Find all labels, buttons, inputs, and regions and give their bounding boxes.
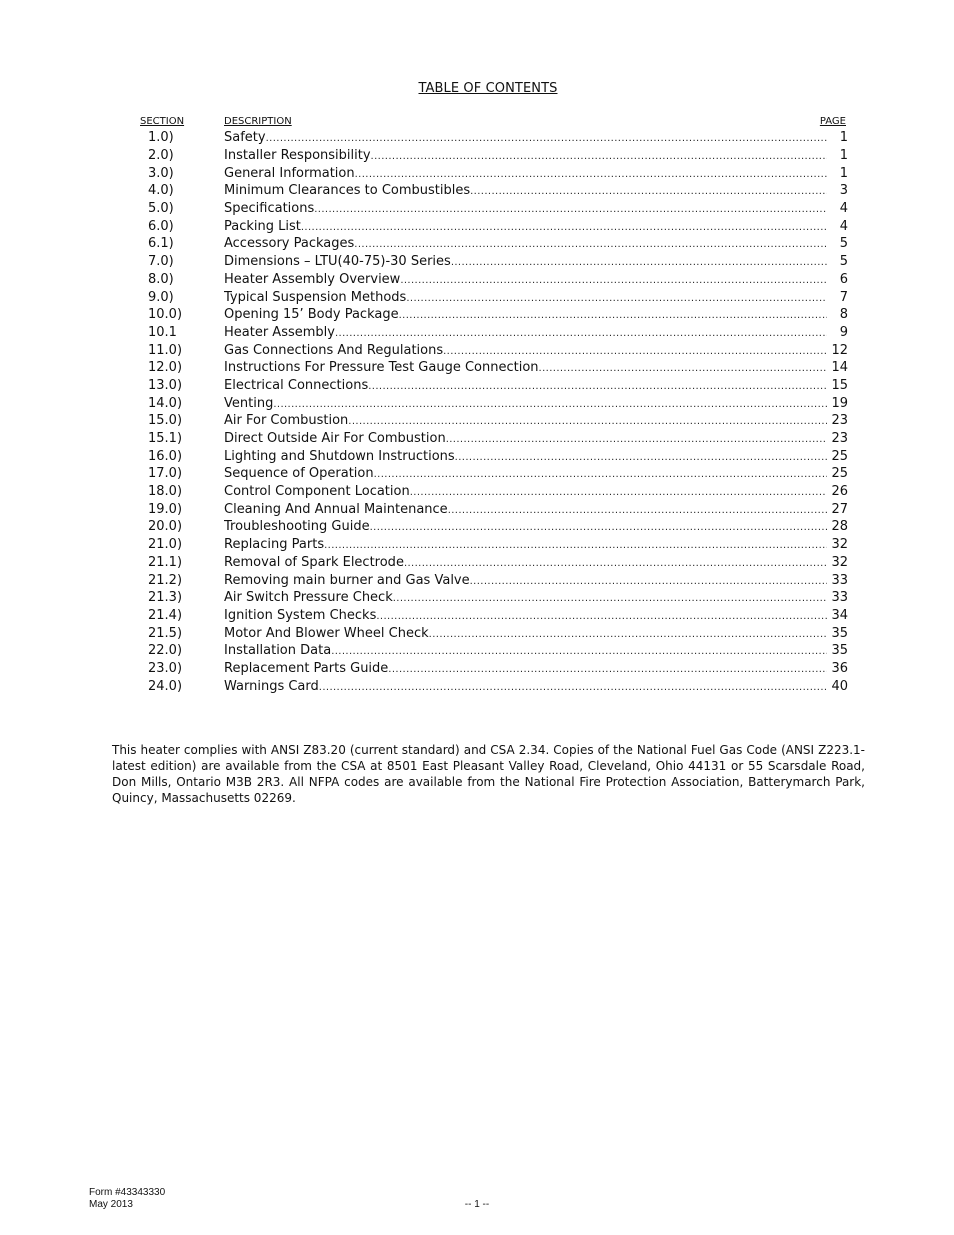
toc-description-wrap xyxy=(224,272,827,287)
toc-description-wrap xyxy=(224,201,827,216)
toc-section-number: 6.1) xyxy=(148,236,174,252)
toc-entry[interactable] xyxy=(148,483,848,501)
toc-page-number: 35 xyxy=(831,643,848,659)
toc-description-wrap xyxy=(224,661,827,676)
toc-dot-leader xyxy=(410,487,827,498)
toc-page-number: 25 xyxy=(831,448,848,464)
toc-dot-leader xyxy=(335,328,827,339)
toc-entry[interactable] xyxy=(148,430,848,448)
toc-description-wrap xyxy=(224,626,827,641)
toc-page-number: 9 xyxy=(839,324,848,340)
toc-dot-leader xyxy=(443,346,827,357)
toc-description: Removal of Spark Electrode xyxy=(224,554,404,570)
toc-description: General Information xyxy=(224,165,355,181)
toc-dot-leader xyxy=(376,611,827,622)
toc-section-number: 6.0) xyxy=(148,218,174,234)
toc-entry[interactable] xyxy=(148,607,848,625)
toc-description: Accessory Packages xyxy=(224,236,355,252)
form-date: May 2013 xyxy=(89,1199,133,1210)
toc-section-number: 21.2) xyxy=(148,572,183,588)
toc-page-number: 33 xyxy=(831,572,848,588)
toc-dot-leader xyxy=(446,434,827,445)
toc-description-wrap xyxy=(224,166,827,181)
toc-dot-leader xyxy=(354,239,827,250)
toc-entry[interactable] xyxy=(148,465,848,483)
toc-description: Removing main burner and Gas Valve xyxy=(224,572,470,588)
toc-entry[interactable] xyxy=(148,500,848,518)
toc-description: Installer Responsibility xyxy=(224,148,371,164)
toc-dot-leader xyxy=(404,558,827,569)
toc-section-number: 10.1 xyxy=(148,324,177,340)
toc-dot-leader xyxy=(314,204,827,215)
toc-description-wrap xyxy=(224,484,827,499)
toc-entry[interactable] xyxy=(148,554,848,572)
toc-description: Heater Assembly xyxy=(224,324,335,340)
toc-page-number: 32 xyxy=(831,554,848,570)
toc-description-wrap xyxy=(224,183,827,198)
toc-page-number: 3 xyxy=(839,183,848,199)
toc-page-number: 19 xyxy=(831,395,848,411)
toc-description: Lighting and Shutdown Instructions xyxy=(224,448,455,464)
toc-description: Air Switch Pressure Check xyxy=(224,590,393,606)
toc-description: Cleaning And Annual Maintenance xyxy=(224,501,448,517)
toc-description-wrap xyxy=(224,555,827,570)
toc-section-number: 17.0) xyxy=(148,466,183,482)
toc-section-number: 24.0) xyxy=(148,678,183,694)
toc-page-number: 15 xyxy=(831,377,848,393)
toc-dot-leader xyxy=(393,593,827,604)
toc-page-number: 4 xyxy=(839,218,848,234)
toc-entry[interactable] xyxy=(148,341,848,359)
toc-dot-leader xyxy=(371,151,827,162)
toc-description: Packing List xyxy=(224,218,301,234)
toc-dot-leader xyxy=(429,629,827,640)
toc-page-number: 4 xyxy=(839,201,848,217)
toc-description-wrap xyxy=(224,148,827,163)
toc-description: Safety xyxy=(224,130,266,146)
toc-description: Specifications xyxy=(224,201,315,217)
toc-list xyxy=(148,129,848,695)
toc-description-wrap xyxy=(224,236,827,251)
page-title: TABLE OF CONTENTS xyxy=(418,81,558,96)
toc-section-number: 3.0) xyxy=(148,165,174,181)
toc-entry[interactable] xyxy=(148,624,848,642)
toc-entry[interactable] xyxy=(148,571,848,589)
toc-section-number: 10.0) xyxy=(148,307,183,323)
toc-section-number: 16.0) xyxy=(148,448,183,464)
toc-description-wrap xyxy=(224,679,827,694)
toc-description-wrap xyxy=(224,360,827,375)
toc-dot-leader xyxy=(368,381,827,392)
toc-dot-leader xyxy=(370,522,827,533)
toc-page-number: 1 xyxy=(839,148,848,164)
toc-description: Electrical Connections xyxy=(224,377,369,393)
toc-description: Replacement Parts Guide xyxy=(224,660,389,676)
toc-dot-leader xyxy=(388,664,827,675)
form-number: Form #43343330 xyxy=(89,1187,166,1198)
toc-page-number: 5 xyxy=(839,236,848,252)
toc-section-number: 11.0) xyxy=(148,342,183,358)
toc-dot-leader xyxy=(355,169,827,180)
toc-entry[interactable] xyxy=(148,377,848,395)
toc-section-number: 5.0) xyxy=(148,201,174,217)
toc-section-number: 13.0) xyxy=(148,377,183,393)
toc-description: Venting xyxy=(224,395,274,411)
toc-section-number: 7.0) xyxy=(148,254,174,270)
toc-dot-leader xyxy=(266,133,827,144)
toc-description-wrap xyxy=(224,466,827,481)
toc-description: Opening 15’ Body Package xyxy=(224,307,399,323)
toc-page-number: 1 xyxy=(839,165,848,181)
toc-entry[interactable] xyxy=(148,589,848,607)
toc-dot-leader xyxy=(331,646,827,657)
toc-entry[interactable] xyxy=(148,660,848,678)
toc-page-number: 14 xyxy=(831,360,848,376)
toc-section-number: 21.3) xyxy=(148,590,183,606)
toc-dot-leader xyxy=(324,540,827,551)
toc-description: Dimensions – LTU(40-75)-30 Series xyxy=(224,254,451,270)
toc-description-wrap xyxy=(224,307,827,322)
toc-description: Air For Combustion xyxy=(224,413,349,429)
toc-entry[interactable] xyxy=(148,164,848,182)
toc-dot-leader xyxy=(470,576,827,587)
toc-description-wrap xyxy=(224,643,827,658)
toc-entry[interactable] xyxy=(148,253,848,271)
toc-section-number: 18.0) xyxy=(148,484,183,500)
toc-section-number: 15.1) xyxy=(148,431,183,447)
toc-description-wrap xyxy=(224,254,827,269)
toc-dot-leader xyxy=(399,310,827,321)
toc-description: Installation Data xyxy=(224,643,332,659)
toc-page-number: 36 xyxy=(831,660,848,676)
toc-description: Troubleshooting Guide xyxy=(224,519,370,535)
toc-page-number: 12 xyxy=(831,342,848,358)
toc-dot-leader xyxy=(539,363,827,374)
toc-page-number: 25 xyxy=(831,466,848,482)
toc-entry[interactable] xyxy=(148,147,848,165)
toc-entry[interactable] xyxy=(148,200,848,218)
toc-page-number: 35 xyxy=(831,625,848,641)
toc-dot-leader xyxy=(448,505,827,516)
toc-section-number: 21.4) xyxy=(148,607,183,623)
toc-page-number: 32 xyxy=(831,537,848,553)
toc-entry[interactable] xyxy=(148,447,848,465)
toc-description-wrap xyxy=(224,290,827,305)
toc-dot-leader xyxy=(301,222,827,233)
toc-dot-leader xyxy=(400,275,827,286)
toc-description: Gas Connections And Regulations xyxy=(224,342,444,358)
toc-entry[interactable] xyxy=(148,359,848,377)
toc-dot-leader xyxy=(470,186,827,197)
toc-section-number: 9.0) xyxy=(148,289,174,305)
toc-dot-leader xyxy=(406,293,827,304)
toc-section-number: 12.0) xyxy=(148,360,183,376)
toc-description-wrap xyxy=(224,608,827,623)
toc-page-number: 27 xyxy=(831,501,848,517)
toc-description-wrap xyxy=(224,519,827,534)
description-column-header: DESCRIPTION xyxy=(224,116,292,127)
toc-description: Warnings Card xyxy=(224,678,319,694)
toc-section-number: 2.0) xyxy=(148,148,174,164)
toc-page-number: 8 xyxy=(839,307,848,323)
toc-description: Instructions For Pressure Test Gauge Connection xyxy=(224,360,539,376)
toc-page-number: 33 xyxy=(831,590,848,606)
toc-section-number: 14.0) xyxy=(148,395,183,411)
toc-entry[interactable] xyxy=(148,518,848,536)
toc-description-wrap xyxy=(224,431,827,446)
toc-section-number: 21.5) xyxy=(148,625,183,641)
toc-description-wrap xyxy=(224,343,827,358)
toc-entry[interactable] xyxy=(148,642,848,660)
toc-entry[interactable] xyxy=(148,394,848,412)
toc-page-number: 23 xyxy=(831,413,848,429)
toc-dot-leader xyxy=(374,469,827,480)
toc-description-wrap xyxy=(224,449,827,464)
toc-page-number: 28 xyxy=(831,519,848,535)
toc-page-number: 5 xyxy=(839,254,848,270)
toc-entry[interactable] xyxy=(148,412,848,430)
toc-description-wrap xyxy=(224,325,827,340)
toc-page-number: 26 xyxy=(831,484,848,500)
toc-dot-leader xyxy=(451,257,827,268)
section-column-header: SECTION xyxy=(140,116,185,127)
toc-description: Heater Assembly Overview xyxy=(224,271,401,287)
toc-entry[interactable] xyxy=(148,324,848,342)
toc-section-number: 15.0) xyxy=(148,413,183,429)
toc-description: Motor And Blower Wheel Check xyxy=(224,625,429,641)
toc-description-wrap xyxy=(224,413,827,428)
toc-description: Ignition System Checks xyxy=(224,607,377,623)
toc-entry[interactable] xyxy=(148,235,848,253)
toc-section-number: 1.0) xyxy=(148,130,174,146)
toc-description-wrap xyxy=(224,537,827,552)
toc-page-number: 40 xyxy=(831,678,848,694)
toc-entry[interactable] xyxy=(148,129,848,147)
toc-section-number: 8.0) xyxy=(148,271,174,287)
toc-page-number: 7 xyxy=(839,289,848,305)
toc-description-wrap xyxy=(224,219,827,234)
toc-description: Sequence of Operation xyxy=(224,466,374,482)
toc-section-number: 23.0) xyxy=(148,660,183,676)
toc-dot-leader xyxy=(273,399,827,410)
toc-section-number: 19.0) xyxy=(148,501,183,517)
toc-description: Minimum Clearances to Combustibles xyxy=(224,183,471,199)
toc-entry[interactable] xyxy=(148,271,848,289)
toc-entry[interactable] xyxy=(148,677,848,695)
compliance-notice: This heater complies with ANSI Z83.20 (current standard) and CSA 2.34. Copies of the National Fuel Gas Code (ANSI Z223.1-latest edition) are available from the CSA at 8501 East Pleasant Valley Road, Cleveland, Ohio 44131 or 55 Scarsdale Road, Don Mills, Ontario M3B 2R3. All NFPA codes are available from the National Fire Protection Association, Batterymarch Park, Quincy, Massachusetts 02269. xyxy=(112,743,865,805)
toc-entry[interactable] xyxy=(148,182,848,200)
toc-dot-leader xyxy=(348,416,827,427)
toc-entry[interactable] xyxy=(148,288,848,306)
toc-section-number: 4.0) xyxy=(148,183,174,199)
toc-description: Control Component Location xyxy=(224,484,410,500)
toc-section-number: 21.1) xyxy=(148,554,183,570)
toc-entry[interactable] xyxy=(148,536,848,554)
toc-section-number: 22.0) xyxy=(148,643,183,659)
toc-description: Replacing Parts xyxy=(224,537,325,553)
toc-description-wrap xyxy=(224,130,827,145)
toc-section-number: 20.0) xyxy=(148,519,183,535)
page-column-header: PAGE xyxy=(819,116,846,127)
toc-description-wrap xyxy=(224,396,827,411)
toc-page-number: 1 xyxy=(839,130,848,146)
toc-description: Typical Suspension Methods xyxy=(224,289,407,305)
toc-description-wrap xyxy=(224,502,827,517)
toc-description-wrap xyxy=(224,378,827,393)
toc-entry[interactable] xyxy=(148,217,848,235)
toc-section-number: 21.0) xyxy=(148,537,183,553)
toc-page-number: 34 xyxy=(831,607,848,623)
toc-description: Direct Outside Air For Combustion xyxy=(224,431,446,447)
toc-page-number: 6 xyxy=(839,271,848,287)
toc-description-wrap xyxy=(224,573,827,588)
toc-dot-leader xyxy=(455,452,827,463)
toc-dot-leader xyxy=(319,682,827,693)
footer-page-number: -- 1 -- xyxy=(464,1199,490,1210)
toc-page-number: 23 xyxy=(831,431,848,447)
toc-entry[interactable] xyxy=(148,306,848,324)
toc-description-wrap xyxy=(224,590,827,605)
